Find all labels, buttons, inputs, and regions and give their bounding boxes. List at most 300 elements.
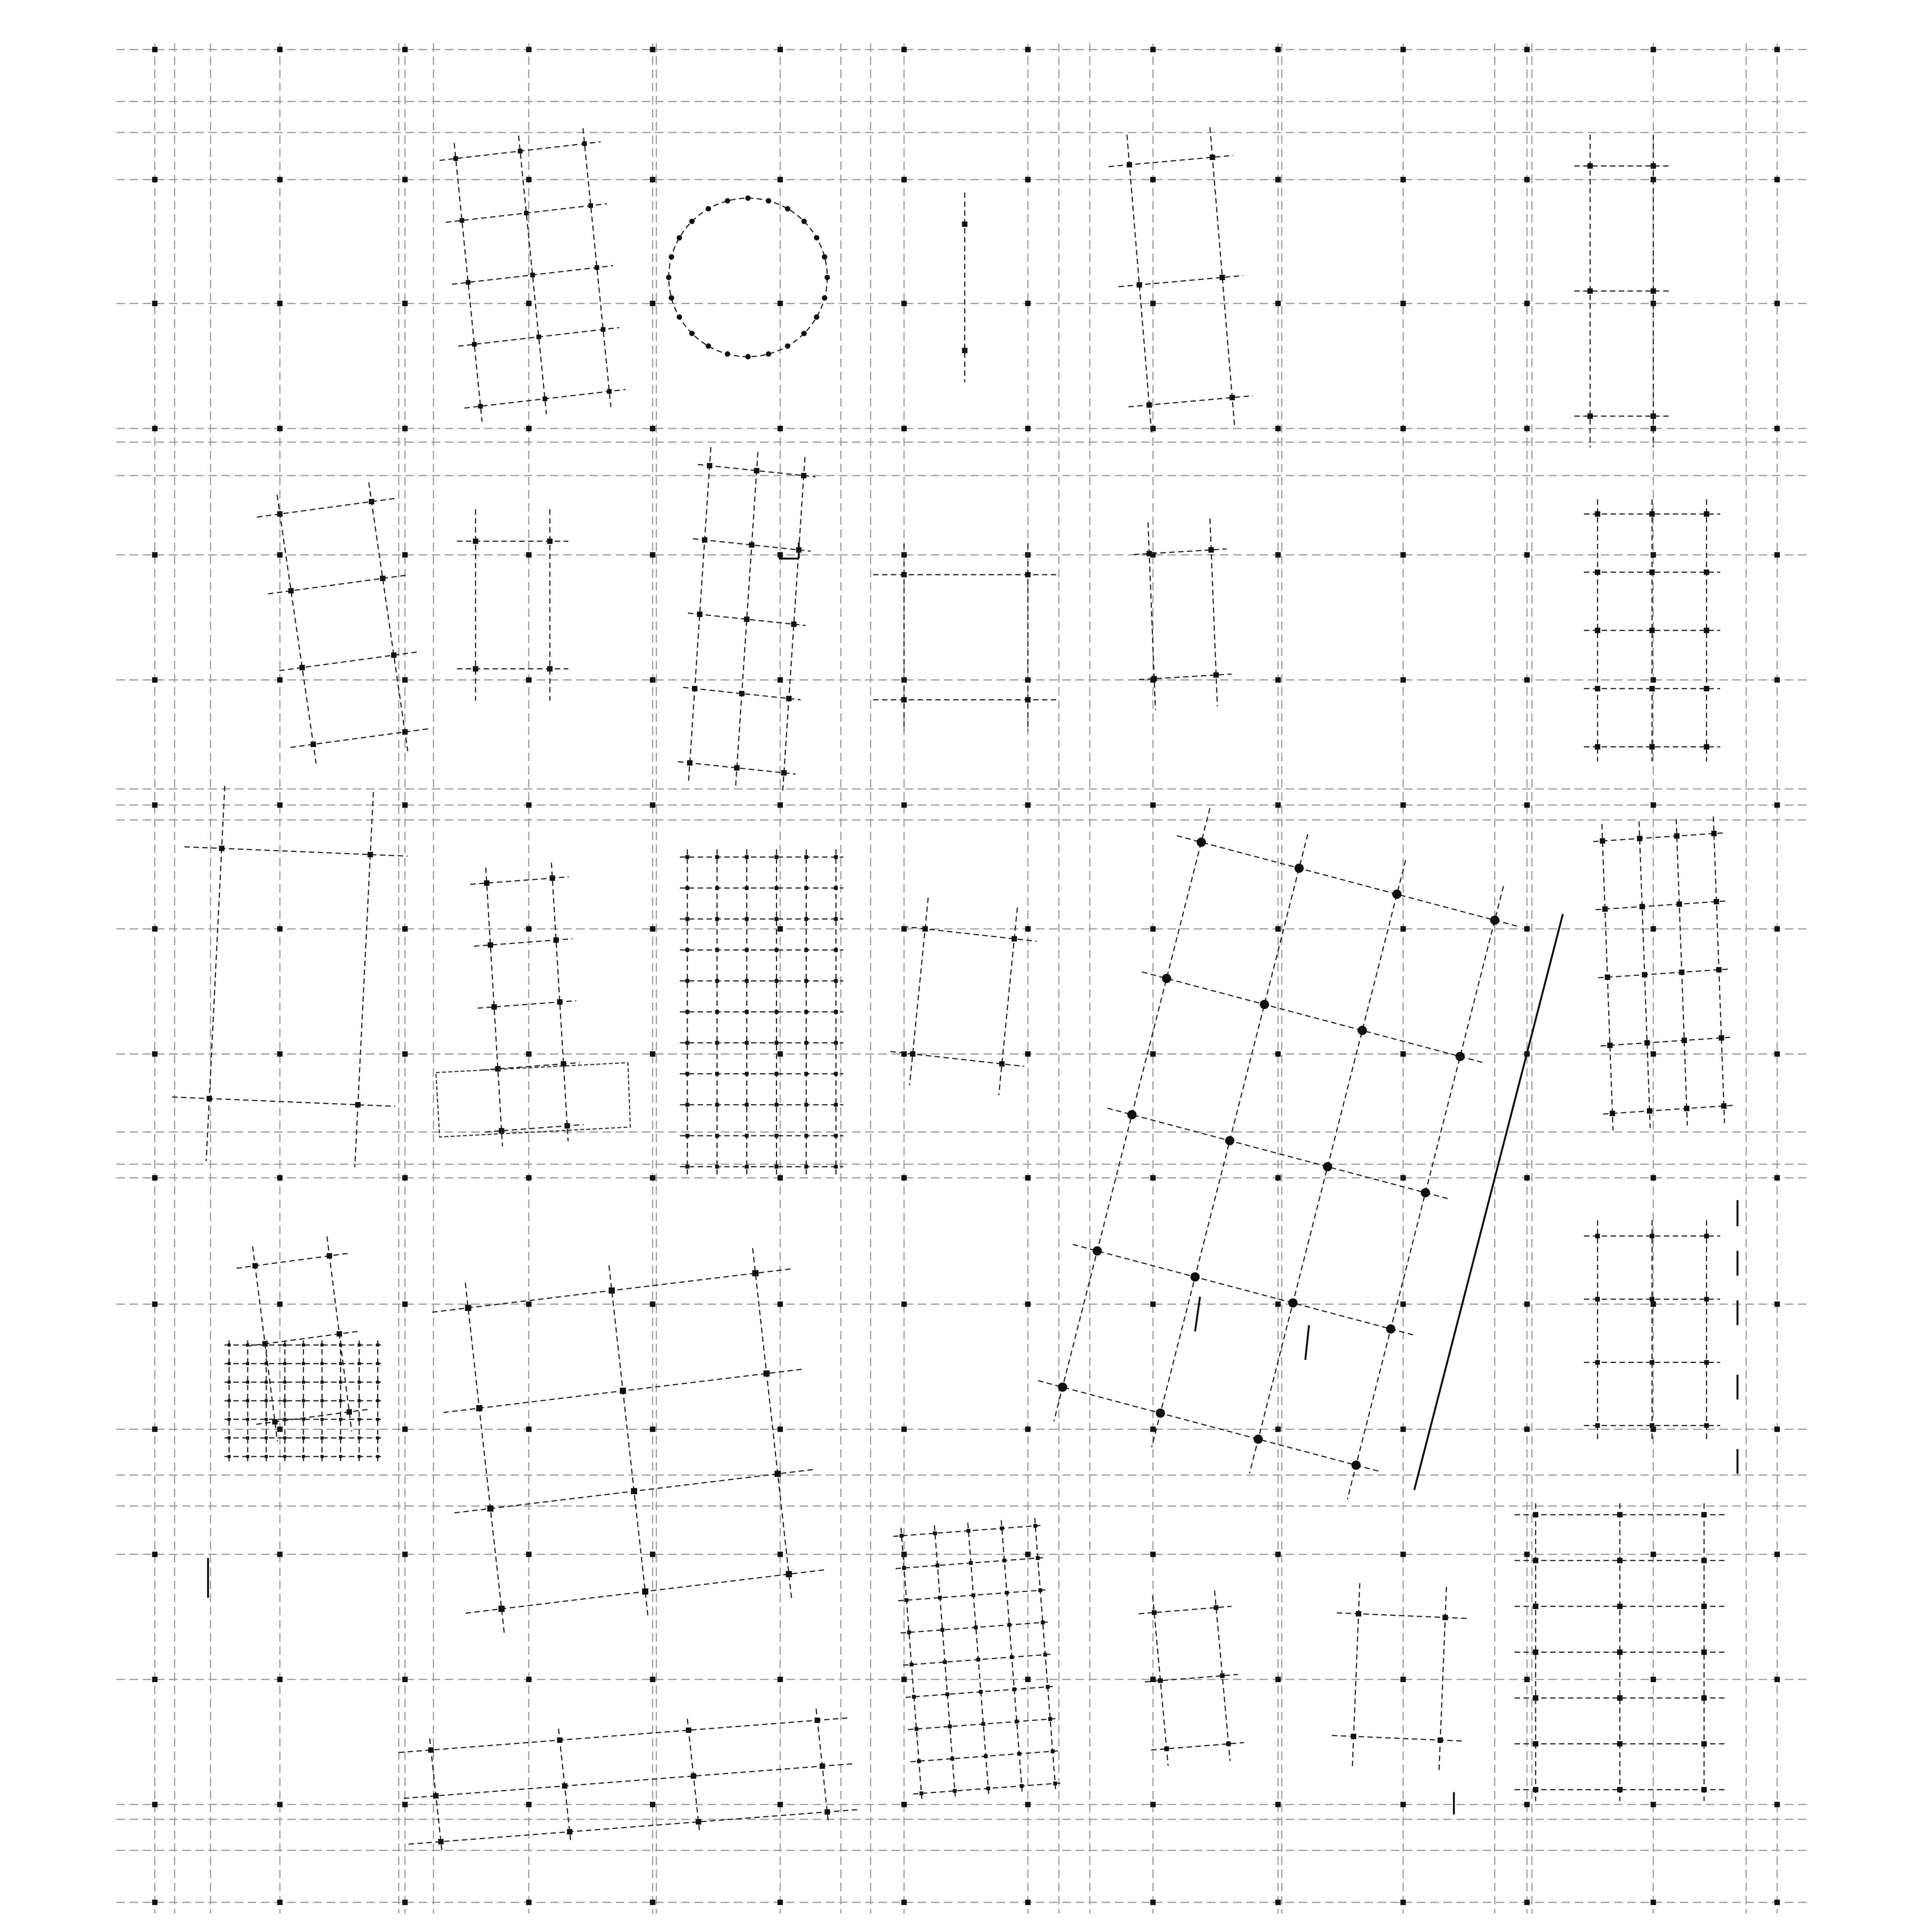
column-marker <box>1400 1302 1406 1307</box>
column-marker <box>402 1552 408 1557</box>
column-marker <box>302 1399 305 1402</box>
column-marker <box>715 917 719 921</box>
column-marker <box>277 511 282 517</box>
column-marker <box>1260 1000 1269 1009</box>
column-marker <box>666 275 672 280</box>
column-marker <box>484 880 490 886</box>
column-marker <box>402 1175 408 1181</box>
column-marker <box>1002 1558 1006 1562</box>
column-marker <box>219 846 224 851</box>
column-marker <box>734 765 740 771</box>
column-marker <box>1400 1802 1406 1807</box>
column-marker <box>376 1399 379 1402</box>
column-marker <box>1524 802 1530 808</box>
column-marker <box>277 47 282 52</box>
column-marker <box>1774 47 1780 52</box>
column-marker <box>302 1455 305 1458</box>
column-marker <box>1150 1051 1156 1057</box>
column-marker <box>376 1344 379 1347</box>
column-marker <box>834 979 838 983</box>
grid-axis <box>355 792 373 1167</box>
column-marker <box>804 948 808 952</box>
column-marker <box>745 1010 749 1014</box>
column-marker <box>1025 1051 1031 1057</box>
column-marker <box>976 1658 980 1662</box>
column-marker <box>152 1175 158 1181</box>
wall-segments <box>208 543 1737 1815</box>
column-marker <box>775 1103 779 1107</box>
column-marker <box>302 1436 305 1439</box>
column-marker <box>277 1900 282 1905</box>
column-marker <box>650 552 655 558</box>
column-marker <box>933 1531 937 1535</box>
column-marker <box>715 855 719 859</box>
column-marker <box>1025 1552 1031 1557</box>
grid-axis <box>399 1718 850 1752</box>
grid-axis <box>1596 901 1726 910</box>
column-marker <box>473 666 478 672</box>
column-marker <box>1276 1677 1281 1682</box>
column-marker <box>775 917 779 921</box>
column-marker <box>1524 1900 1530 1905</box>
column-marker <box>1400 301 1406 306</box>
column-marker <box>1595 1360 1600 1365</box>
column-marker <box>1093 1246 1102 1256</box>
column-marker <box>246 1399 249 1402</box>
column-marker <box>901 1175 907 1181</box>
column-marker <box>715 1072 719 1076</box>
column-marker <box>775 886 779 890</box>
column-marker <box>283 1455 286 1458</box>
column-marker <box>1649 628 1655 633</box>
column-marker <box>228 1362 231 1365</box>
column-marker <box>549 875 555 881</box>
column-marker <box>526 802 532 808</box>
column-marker <box>557 999 563 1005</box>
column-marker <box>986 1786 990 1790</box>
column-marker <box>650 426 655 431</box>
grid-axis <box>277 495 316 763</box>
column-marker <box>804 979 808 983</box>
column-marker <box>311 742 316 747</box>
column-marker <box>901 1427 907 1432</box>
column-marker <box>1602 906 1608 912</box>
column-marker <box>1651 47 1656 52</box>
column-marker <box>1774 1802 1780 1807</box>
column-marker <box>1701 1649 1707 1655</box>
column-marker <box>745 1072 749 1076</box>
column-marker <box>518 149 522 153</box>
column-marker <box>650 677 655 683</box>
column-marker <box>499 1128 504 1133</box>
column-marker <box>685 855 689 859</box>
column-marker <box>530 273 535 277</box>
column-marker <box>766 351 771 357</box>
column-marker <box>752 1270 759 1276</box>
column-marker <box>265 1399 268 1402</box>
column-marker <box>777 1427 783 1432</box>
grid-axis <box>1177 836 1519 927</box>
column-marker <box>920 1791 923 1795</box>
column-marker <box>1595 1423 1600 1428</box>
column-marker <box>715 1165 719 1169</box>
column-grid-block <box>1332 1583 1467 1771</box>
column-grid-block <box>678 447 816 791</box>
column-marker <box>775 1041 779 1045</box>
column-marker <box>749 542 754 548</box>
column-marker <box>1041 1621 1045 1625</box>
column-marker <box>1220 1673 1225 1678</box>
column-marker <box>745 917 749 921</box>
column-marker <box>745 1041 749 1045</box>
column-marker <box>526 47 532 52</box>
column-marker <box>1400 802 1406 808</box>
column-marker <box>801 219 807 224</box>
column-marker <box>1276 1552 1281 1557</box>
column-marker <box>685 1165 689 1169</box>
column-marker <box>465 1305 471 1311</box>
column-marker <box>277 1051 282 1057</box>
column-marker <box>553 937 559 943</box>
column-marker <box>650 1677 655 1682</box>
grid-axis <box>1439 1587 1446 1771</box>
column-marker <box>1774 426 1780 431</box>
column-marker <box>1230 395 1235 400</box>
column-marker <box>526 1302 532 1307</box>
column-marker <box>901 1552 907 1557</box>
column-marker <box>686 1727 691 1733</box>
grid-axis <box>1603 1105 1733 1114</box>
grid-axis <box>465 1283 504 1634</box>
column-marker <box>277 1427 282 1432</box>
column-grid-block <box>432 1248 825 1634</box>
column-marker <box>1677 902 1682 907</box>
column-marker <box>1025 301 1031 306</box>
column-marker <box>607 389 612 394</box>
global-grid-lines <box>116 43 1808 1914</box>
column-marker <box>677 314 682 320</box>
column-marker <box>152 1427 158 1432</box>
column-marker <box>283 1381 286 1384</box>
column-marker <box>228 1455 231 1458</box>
column-marker <box>1276 1302 1281 1307</box>
column-marker <box>922 926 928 932</box>
column-marker <box>299 665 305 670</box>
column-marker <box>402 1427 408 1432</box>
column-marker <box>1150 47 1156 52</box>
column-marker <box>650 177 655 182</box>
column-marker <box>265 1455 268 1458</box>
column-marker <box>1051 1749 1054 1753</box>
column-marker <box>901 572 907 577</box>
column-marker <box>1651 1175 1656 1181</box>
column-marker <box>1721 1103 1726 1109</box>
column-marker <box>1704 1423 1709 1428</box>
column-marker <box>1400 1552 1406 1557</box>
column-marker <box>1649 570 1655 575</box>
column-marker <box>283 1436 286 1439</box>
column-marker <box>433 1793 439 1798</box>
column-grid-block <box>1584 499 1720 761</box>
column-marker <box>1025 572 1031 577</box>
column-marker <box>1651 288 1656 294</box>
column-marker <box>935 1564 939 1567</box>
column-marker <box>1351 1734 1356 1739</box>
wall-segment <box>1195 1297 1200 1332</box>
column-marker <box>1150 1900 1156 1905</box>
column-marker <box>650 1175 655 1181</box>
column-marker <box>1386 1324 1395 1334</box>
column-marker <box>265 1344 268 1347</box>
column-marker <box>786 1571 792 1577</box>
column-marker <box>777 1552 783 1557</box>
column-grid-block <box>236 1236 368 1441</box>
column-marker <box>777 1302 783 1307</box>
column-marker <box>1226 1742 1231 1746</box>
grid-axis <box>1142 972 1485 1063</box>
column-marker <box>402 1051 408 1057</box>
column-marker <box>1533 1649 1538 1655</box>
column-marker <box>951 1757 954 1761</box>
column-marker <box>152 802 158 808</box>
column-marker <box>685 1072 689 1076</box>
column-marker <box>745 948 749 952</box>
column-marker <box>402 1802 408 1807</box>
column-marker <box>650 1802 655 1807</box>
column-marker <box>357 1455 361 1458</box>
column-marker <box>1719 1035 1724 1041</box>
column-marker <box>1036 1556 1040 1560</box>
column-marker <box>1150 1427 1156 1432</box>
grid-axis <box>404 1764 855 1798</box>
column-marker <box>1356 1611 1361 1616</box>
column-marker <box>725 198 730 204</box>
column-marker <box>715 886 719 890</box>
column-marker <box>367 852 373 857</box>
column-marker <box>685 917 689 921</box>
column-marker <box>1701 1512 1707 1518</box>
column-marker <box>1774 1900 1780 1905</box>
column-marker <box>1617 1649 1622 1655</box>
column-marker <box>1012 1688 1016 1691</box>
column-marker <box>357 1362 361 1365</box>
column-grid-block <box>873 543 1059 731</box>
column-grid-block <box>172 786 407 1167</box>
column-marker <box>910 1051 915 1057</box>
column-marker <box>1605 975 1610 980</box>
column-marker <box>901 47 907 52</box>
column-marker <box>152 177 158 182</box>
column-marker <box>1150 1802 1156 1807</box>
column-marker <box>791 621 796 627</box>
column-marker <box>685 1041 689 1045</box>
column-marker <box>1649 511 1655 517</box>
column-marker <box>650 47 655 52</box>
column-marker <box>453 156 458 161</box>
column-marker <box>804 1010 808 1014</box>
column-marker <box>466 280 470 285</box>
column-marker <box>974 1625 978 1629</box>
column-marker <box>498 1606 505 1612</box>
column-marker <box>1190 1272 1200 1281</box>
column-marker <box>912 1695 916 1699</box>
column-marker <box>1645 1040 1650 1046</box>
column-marker <box>1704 686 1709 691</box>
column-marker <box>1005 1591 1009 1595</box>
column-marker <box>277 1175 282 1181</box>
column-marker <box>1043 1653 1047 1657</box>
column-marker <box>1400 677 1406 683</box>
column-marker <box>777 926 783 932</box>
column-marker <box>1219 275 1225 280</box>
column-marker <box>901 1051 907 1057</box>
column-marker <box>754 468 759 473</box>
column-marker <box>1150 1552 1156 1557</box>
column-marker <box>402 426 408 431</box>
column-marker <box>246 1436 249 1439</box>
column-marker <box>1651 552 1656 558</box>
column-marker <box>979 1690 983 1694</box>
column-marker <box>1533 1741 1538 1747</box>
column-marker <box>277 552 282 558</box>
column-marker <box>492 1004 497 1010</box>
column-marker <box>1017 1752 1021 1756</box>
column-marker <box>706 206 711 211</box>
column-marker <box>777 1051 783 1057</box>
column-marker <box>1774 1552 1780 1557</box>
column-marker <box>1704 628 1709 633</box>
column-marker <box>339 1381 342 1384</box>
column-marker <box>1020 1784 1024 1788</box>
column-marker <box>981 1722 985 1726</box>
column-marker <box>962 221 968 227</box>
column-marker <box>1127 162 1132 167</box>
column-marker <box>1651 413 1656 419</box>
column-marker <box>355 1102 361 1108</box>
column-marker <box>547 539 553 544</box>
column-marker <box>1524 926 1530 932</box>
column-marker <box>804 1103 808 1107</box>
column-marker <box>1533 1558 1538 1563</box>
column-marker <box>246 1362 249 1365</box>
column-marker <box>940 1628 944 1632</box>
column-marker <box>1701 1558 1707 1563</box>
column-marker <box>745 1165 749 1169</box>
column-marker <box>1146 551 1152 556</box>
column-marker <box>1524 1175 1530 1181</box>
column-marker <box>785 206 790 211</box>
column-marker <box>402 301 408 306</box>
column-marker <box>834 1165 838 1169</box>
column-marker <box>526 301 532 306</box>
column-marker <box>777 426 783 431</box>
column-marker <box>1053 1781 1057 1785</box>
column-marker <box>745 1103 749 1107</box>
column-marker <box>1714 899 1719 904</box>
column-marker <box>1524 1302 1530 1307</box>
column-marker <box>228 1344 231 1347</box>
column-grid-block <box>1584 1220 1720 1441</box>
column-marker <box>1276 1427 1281 1432</box>
column-marker <box>1276 552 1281 558</box>
column-marker <box>320 1399 323 1402</box>
column-marker <box>320 1362 323 1365</box>
column-marker <box>715 979 719 983</box>
column-marker <box>1197 837 1206 847</box>
column-marker <box>402 177 408 182</box>
column-marker <box>1524 47 1530 52</box>
column-marker <box>777 1900 783 1905</box>
column-marker <box>357 1399 361 1402</box>
grid-axis <box>1598 969 1728 978</box>
column-marker <box>1025 1802 1031 1807</box>
column-marker <box>650 1900 655 1905</box>
column-marker <box>1442 1615 1448 1620</box>
column-marker <box>1025 1427 1031 1432</box>
column-marker <box>526 1802 532 1807</box>
column-marker <box>781 770 787 776</box>
column-marker <box>1025 47 1031 52</box>
grid-axis <box>206 786 225 1161</box>
column-marker <box>948 1725 952 1729</box>
column-marker <box>1007 1623 1011 1627</box>
column-marker <box>1650 1234 1654 1239</box>
column-marker <box>1276 1802 1281 1807</box>
column-marker <box>775 948 779 952</box>
column-marker <box>1704 1234 1709 1239</box>
column-marker <box>775 855 779 859</box>
column-marker <box>526 552 532 558</box>
column-marker <box>302 1362 305 1365</box>
column-marker <box>1774 802 1780 808</box>
column-marker <box>1704 1297 1709 1302</box>
column-marker <box>825 275 830 280</box>
column-marker <box>283 1362 286 1365</box>
column-marker <box>1617 1604 1622 1609</box>
column-marker <box>1701 1695 1707 1701</box>
column-marker <box>1276 1051 1281 1057</box>
column-marker <box>302 1418 305 1421</box>
rotated-column-blocks <box>172 127 1733 1853</box>
column-marker <box>775 1072 779 1076</box>
column-marker <box>820 1763 825 1769</box>
outline-box <box>436 1063 630 1137</box>
grid-axis <box>753 1248 792 1599</box>
column-marker <box>438 1839 444 1844</box>
column-marker <box>1524 552 1530 558</box>
column-marker <box>692 686 697 691</box>
column-marker <box>775 979 779 983</box>
column-marker <box>650 1051 655 1057</box>
column-marker <box>1617 1558 1622 1563</box>
column-marker <box>376 1381 379 1384</box>
column-marker <box>715 1134 719 1138</box>
column-marker <box>283 1399 286 1402</box>
column-marker <box>1400 926 1406 932</box>
column-marker <box>1214 1605 1218 1610</box>
column-marker <box>1595 511 1600 517</box>
column-marker <box>907 1630 911 1634</box>
column-marker <box>910 1663 913 1667</box>
column-marker <box>277 1677 282 1682</box>
column-marker <box>1701 1741 1707 1747</box>
column-marker <box>943 1660 947 1664</box>
column-marker <box>745 886 749 890</box>
column-marker <box>642 1588 648 1594</box>
column-marker <box>745 855 749 859</box>
column-marker <box>669 295 674 301</box>
column-marker <box>207 1096 212 1101</box>
